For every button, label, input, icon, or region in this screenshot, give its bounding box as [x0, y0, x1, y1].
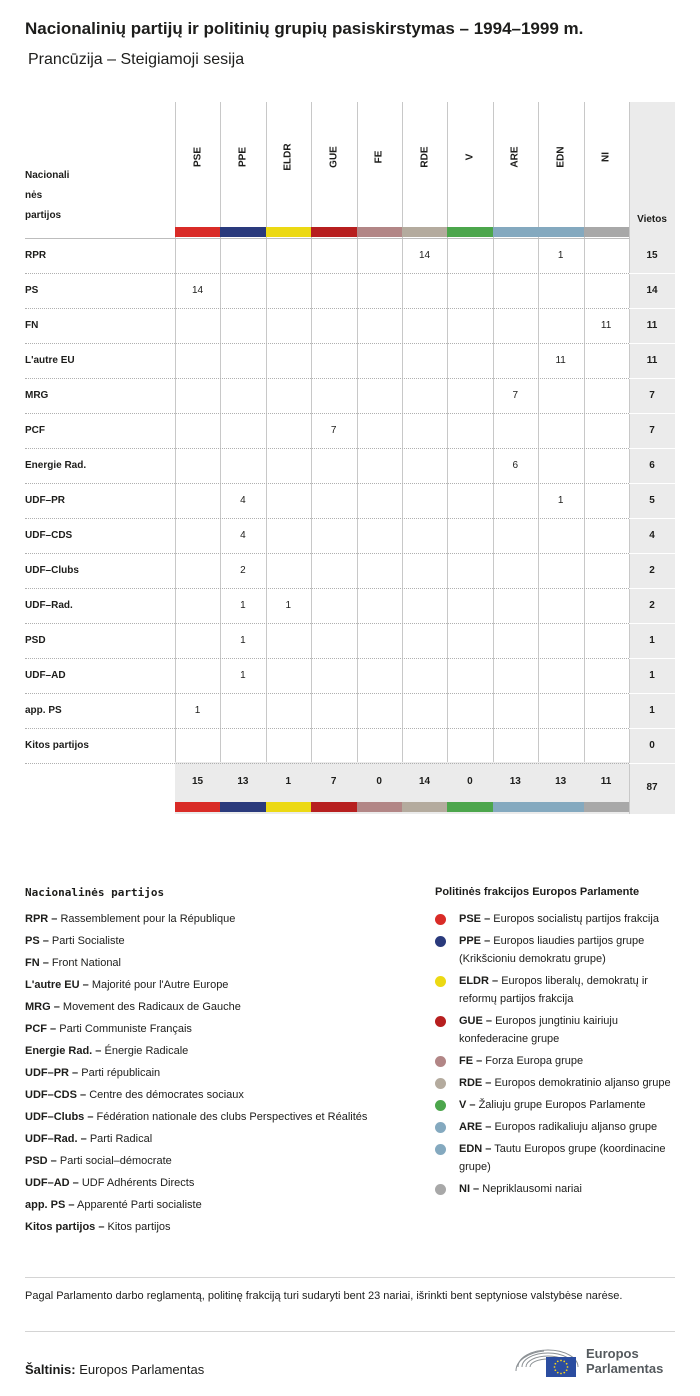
row-total-cell: 5 [649, 495, 655, 506]
legend-abbr: FN – [25, 957, 49, 969]
legend-abbr: PS – [25, 935, 49, 947]
color-dot-icon [435, 936, 446, 947]
legend-name: Žaliuju grupe Europos Parlamente [478, 1099, 646, 1111]
seat-count-cell: 14 [191, 285, 204, 296]
group-header-label: ELDR [282, 143, 294, 171]
national-party-legend-item [25, 933, 425, 955]
row-total-cell: 15 [646, 250, 658, 261]
row-total-cell: 2 [649, 600, 655, 611]
party-name: Energie Rad. [25, 460, 87, 471]
legend-abbr: UDF–PR – [25, 1067, 79, 1079]
row-divider [25, 518, 629, 519]
party-name: L'autre EU [25, 355, 75, 366]
group-color-bar [538, 802, 583, 812]
group-header-label: FE [373, 150, 385, 164]
column-divider [584, 102, 585, 762]
seat-count-cell: 14 [418, 250, 431, 261]
group-total-cell: 13 [509, 776, 521, 787]
group-color-bar [266, 227, 311, 237]
legend-name: Énergie Radicale [104, 1045, 189, 1057]
seat-distribution-table [25, 102, 675, 814]
logo-text [586, 1346, 663, 1376]
political-groups-legend [435, 910, 685, 1202]
seat-count-cell: 11 [600, 320, 612, 331]
legend-name: Tautu Europos grupe (koordinacine grupe) [459, 1143, 666, 1173]
group-color-bar [493, 227, 538, 237]
legend-abbr: UDF–Clubs – [25, 1111, 94, 1123]
legend-abbr: NI – [459, 1183, 480, 1195]
national-party-legend-item [25, 1109, 425, 1131]
page-title: Nacionalinių partijų ir politinių grupių pasiskirstymas – 1994–1999 m. [25, 19, 584, 38]
legend-name: Majorité pour l'Autre Europe [91, 979, 229, 991]
group-color-bar [447, 802, 492, 812]
political-group-legend-item [435, 972, 685, 1008]
logo-line: Parlamentas [586, 1361, 664, 1376]
legend-name: Fédération nationale des clubs Perspectives et Réalités [96, 1111, 368, 1123]
national-parties-legend [25, 911, 425, 1241]
national-party-legend-item [25, 911, 425, 933]
political-group-legend-item [435, 1118, 685, 1136]
color-dot-icon [435, 1100, 446, 1111]
legend-abbr: ELDR – [459, 975, 499, 987]
party-column-header [25, 166, 69, 226]
national-party-legend-item [25, 1131, 425, 1153]
legend-name: Europos radikaliuju aljanso grupe [494, 1121, 658, 1133]
column-divider [266, 102, 267, 762]
group-color-bar [402, 802, 447, 812]
legend-name: Rassemblement pour la République [60, 913, 236, 925]
legend-abbr: PCF – [25, 1023, 57, 1035]
group-color-bar [220, 227, 265, 237]
row-divider [25, 553, 629, 554]
national-party-legend-item [25, 999, 425, 1021]
group-color-bar [311, 227, 356, 237]
source-text: Europos Parlamentas [79, 1362, 205, 1377]
group-color-bar [447, 227, 492, 237]
seat-count-cell: 4 [240, 495, 246, 506]
legend-abbr: ARE – [459, 1121, 492, 1133]
legend-name: Parti Radical [89, 1133, 153, 1145]
legend-abbr: EDN – [459, 1143, 492, 1155]
group-total-cell: 7 [330, 776, 337, 787]
column-divider [402, 102, 403, 762]
party-name: PCF [25, 425, 45, 436]
group-header-label: EDN [555, 146, 567, 168]
group-header-label: GUE [328, 146, 340, 168]
legend-abbr: PSE – [459, 913, 491, 925]
legend-name: Parti Socialiste [51, 935, 125, 947]
legend-abbr: FE – [459, 1055, 483, 1067]
column-divider [538, 102, 539, 762]
legend-abbr: L'autre EU – [25, 979, 89, 991]
row-total-cell: 6 [649, 460, 655, 471]
political-group-legend-item [435, 1012, 685, 1048]
seat-count-cell: 1 [240, 670, 246, 681]
party-name: MRG [25, 390, 49, 401]
political-group-legend-item [435, 1180, 685, 1198]
political-group-legend-item [435, 1074, 685, 1092]
national-party-legend-item [25, 1065, 425, 1087]
row-total-cell: 7 [649, 425, 655, 436]
party-name: UDF–Clubs [25, 565, 79, 576]
row-divider [25, 588, 629, 589]
group-header-label: ARE [509, 146, 521, 168]
group-total-cell: 13 [555, 776, 567, 787]
seat-count-cell: 1 [240, 600, 246, 611]
group-color-bar [584, 802, 629, 812]
group-color-bar [402, 227, 447, 237]
row-divider [25, 273, 629, 274]
row-total-cell: 14 [646, 285, 658, 296]
row-divider [25, 623, 629, 624]
legend-abbr: PPE – [459, 935, 491, 947]
party-name: UDF–CDS [25, 530, 73, 541]
group-color-bar [357, 227, 402, 237]
group-header-ni [584, 102, 629, 200]
legend-name: Europos demokratinio aljanso grupe [494, 1077, 671, 1089]
source-label: Šaltinis: [25, 1362, 76, 1377]
group-total-cell: 1 [285, 776, 292, 787]
national-party-legend-item [25, 1021, 425, 1043]
divider [25, 1277, 675, 1278]
seat-count-cell: 1 [240, 635, 246, 646]
color-dot-icon [435, 1144, 446, 1155]
group-color-bar [493, 802, 538, 812]
national-party-legend-item [25, 1197, 425, 1219]
group-total-cell: 0 [376, 776, 382, 787]
legend-abbr: Energie Rad. – [25, 1045, 102, 1057]
divider [25, 1331, 675, 1332]
legend-abbr: MRG – [25, 1001, 60, 1013]
party-name: PSD [25, 635, 46, 646]
group-header-are [493, 102, 538, 200]
group-header-edn [538, 102, 583, 200]
legend-abbr: UDF–Rad. – [25, 1133, 87, 1145]
row-total-cell: 11 [646, 355, 658, 366]
seat-count-cell: 1 [194, 705, 201, 716]
party-name: FN [25, 320, 39, 331]
color-dot-icon [435, 914, 446, 925]
national-party-legend-item [25, 1219, 425, 1241]
row-total-cell: 7 [649, 390, 655, 401]
parliament-emblem-icon [514, 1341, 584, 1381]
row-total-cell: 2 [649, 565, 655, 576]
group-header-label: PPE [237, 146, 249, 168]
column-divider [357, 102, 358, 762]
legend-abbr: Kitos partijos – [25, 1221, 105, 1233]
national-party-legend-item [25, 955, 425, 977]
group-color-bar [266, 802, 311, 812]
legend-abbr: app. PS – [25, 1199, 75, 1211]
group-color-bar [357, 802, 402, 812]
column-divider [175, 102, 176, 762]
national-parties-legend-title: Nacionalinės partijos [25, 886, 165, 899]
legend-abbr: UDF–AD – [25, 1177, 79, 1189]
party-name: UDF–PR [25, 495, 66, 506]
party-header-line: Nacionali [25, 170, 70, 181]
group-total-cell: 14 [418, 776, 431, 787]
political-group-legend-item [435, 932, 685, 968]
logo-line: Europos [586, 1346, 639, 1361]
national-party-legend-item [25, 1153, 425, 1175]
legend-abbr: GUE – [459, 1015, 493, 1027]
row-total-cell: 1 [649, 670, 655, 681]
legend-name: Forza Europa grupe [485, 1055, 584, 1067]
party-header-line: nės [25, 190, 43, 201]
legend-name: Europos jungtiniu kairiuju konfederacine grupe [459, 1015, 618, 1045]
color-dot-icon [435, 1056, 446, 1067]
political-groups-legend-title: Politinės frakcijos Europos Parlamente [435, 886, 640, 898]
group-color-bar [175, 227, 220, 237]
seat-count-cell: 1 [285, 600, 292, 611]
legend-name: Parti Communiste Français [59, 1023, 192, 1035]
group-header-label: NI [600, 152, 612, 162]
group-color-bar [220, 802, 265, 812]
group-total-cell: 15 [191, 776, 204, 787]
national-party-legend-item [25, 1087, 425, 1109]
party-name: Kitos partijos [25, 740, 89, 751]
column-divider [493, 102, 494, 762]
row-divider [25, 308, 629, 309]
row-total-cell: 1 [649, 635, 655, 646]
legend-name: Front National [51, 957, 121, 969]
party-name: RPR [25, 250, 47, 261]
row-total-cell: 11 [646, 320, 658, 331]
grand-total-cell: 87 [646, 782, 658, 793]
group-color-bar [311, 802, 356, 812]
legend-name: Parti social–démocrate [59, 1155, 172, 1167]
legend-name: Europos liberalų, demokratų ir reformų partijos frakcija [459, 975, 648, 1005]
total-column-header: Vietos [637, 214, 667, 225]
group-total-cell: 11 [600, 776, 612, 787]
color-dot-icon [435, 1078, 446, 1089]
column-divider [447, 102, 448, 762]
legend-abbr: V – [459, 1099, 476, 1111]
party-header-line: partijos [25, 210, 62, 221]
seat-count-cell: 6 [512, 460, 519, 471]
row-total-cell: 4 [649, 530, 655, 541]
row-total-cell: 0 [649, 740, 655, 751]
color-dot-icon [435, 1016, 446, 1027]
political-group-legend-item [435, 1096, 685, 1114]
group-total-cell: 13 [237, 776, 249, 787]
party-name: app. PS [25, 705, 62, 716]
seat-count-cell: 4 [240, 530, 246, 541]
seat-count-cell: 7 [512, 390, 519, 401]
group-header-ppe [220, 102, 265, 200]
group-header-v [447, 102, 492, 200]
legend-abbr: PSD – [25, 1155, 57, 1167]
color-dot-icon [435, 976, 446, 987]
legend-name: UDF Adhérents Directs [81, 1177, 195, 1189]
row-total-cell: 1 [649, 705, 655, 716]
color-dot-icon [435, 1184, 446, 1195]
group-total-cell: 0 [467, 776, 473, 787]
group-header-eldr [266, 102, 311, 200]
row-divider [25, 693, 629, 694]
group-header-fe [357, 102, 402, 200]
page-subtitle: Prancūzija – Steigiamoji sesija [28, 51, 245, 68]
group-color-bar [584, 227, 629, 237]
group-header-label: PSE [192, 146, 203, 168]
legend-abbr: UDF–CDS – [25, 1089, 87, 1101]
seat-count-cell: 11 [555, 355, 566, 366]
legend-name: Kitos partijos [107, 1221, 171, 1233]
national-party-legend-item [25, 977, 425, 999]
seat-count-cell: 7 [330, 425, 337, 436]
seat-count-cell: 2 [240, 565, 246, 576]
party-name: PS [25, 285, 39, 296]
group-header-rde [402, 102, 447, 200]
row-divider [25, 448, 629, 449]
seat-count-cell: 1 [557, 495, 564, 506]
political-group-legend-item [435, 1140, 685, 1176]
group-color-bar [175, 802, 220, 812]
legend-name: Apparenté Parti socialiste [76, 1199, 202, 1211]
legend-name: Parti républicain [81, 1067, 161, 1079]
group-header-label: RDE [419, 146, 430, 168]
legend-name: Centre des démocrates sociaux [89, 1089, 244, 1101]
political-group-legend-item [435, 1052, 685, 1070]
party-name: UDF–AD [25, 670, 66, 681]
political-group-legend-item [435, 910, 685, 928]
legend-name: Movement des Radicaux de Gauche [62, 1001, 241, 1013]
legend-name: Nepriklausomi nariai [482, 1183, 582, 1195]
european-parliament-logo [514, 1341, 679, 1381]
group-header-label: V [464, 153, 476, 161]
row-divider [25, 378, 629, 379]
legend-abbr: RPR – [25, 913, 58, 925]
source-line [25, 1362, 204, 1377]
legend-abbr: RDE – [459, 1077, 492, 1089]
group-color-bar [538, 227, 583, 237]
row-divider [25, 658, 629, 659]
legend-name: Europos liaudies partijos grupe (Krikšcioniu demokratu grupe) [459, 935, 645, 965]
party-name: UDF–Rad. [25, 600, 73, 611]
row-divider [25, 728, 629, 729]
seat-count-cell: 1 [557, 250, 564, 261]
legend-name: Europos socialistų partijos frakcija [493, 913, 659, 925]
group-header-pse [175, 102, 220, 200]
national-party-legend-item [25, 1043, 425, 1065]
footnote: Pagal Parlamento darbo reglamentą, politinę frakciją turi sudaryti bent 23 nariai, išrinkti bent septyniose valstybėse narėse. [25, 1290, 623, 1302]
national-party-legend-item [25, 1175, 425, 1197]
group-header-gue [311, 102, 356, 200]
color-dot-icon [435, 1122, 446, 1133]
